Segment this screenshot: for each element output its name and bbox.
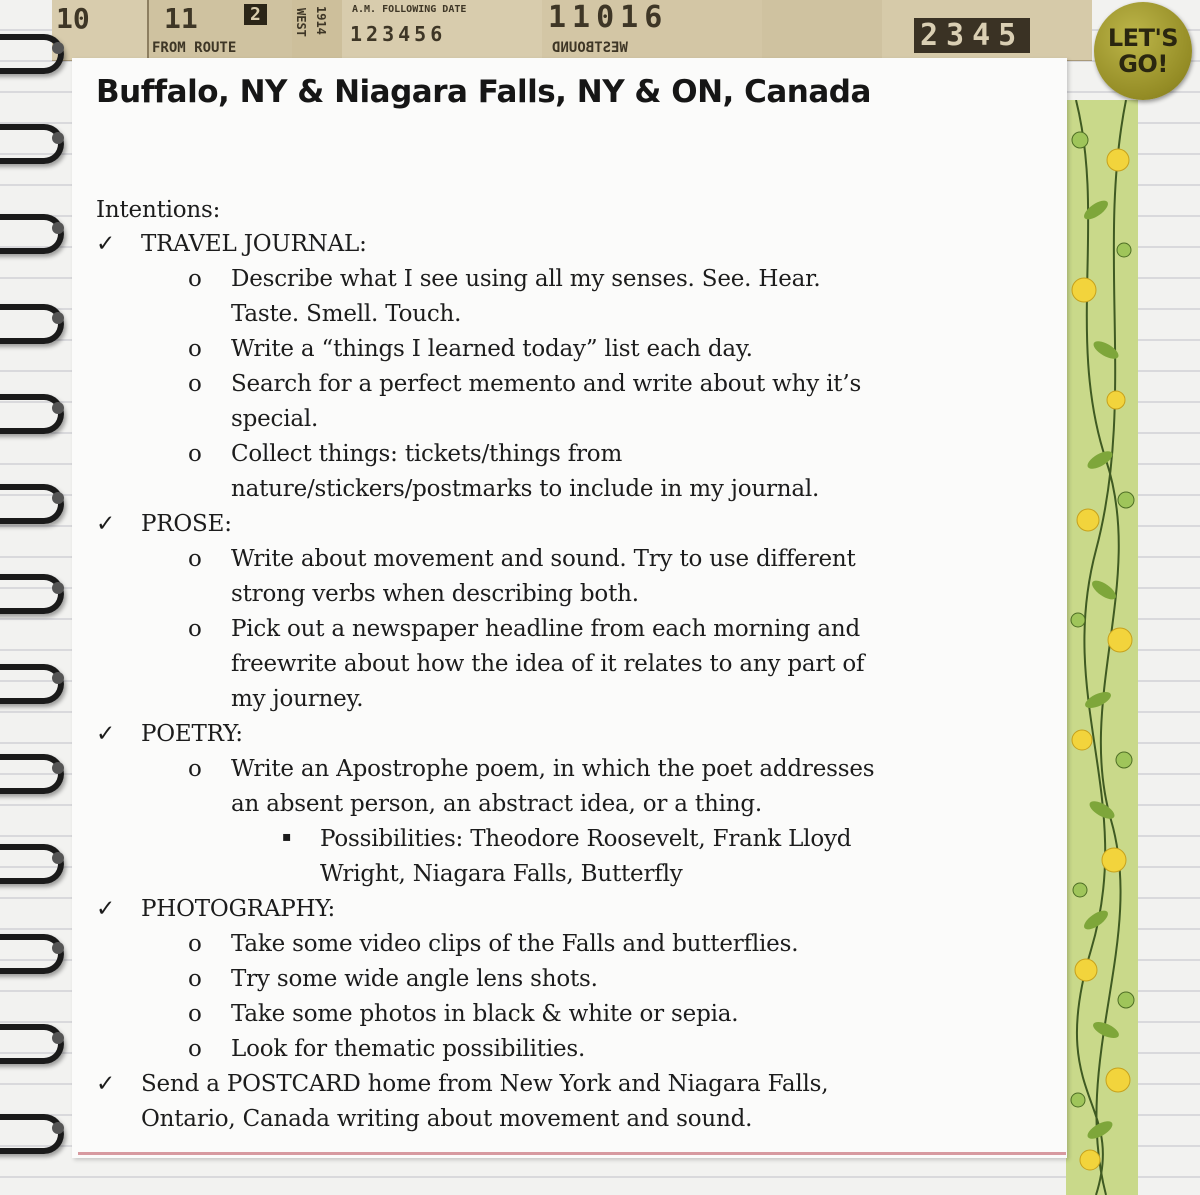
list-item-text: Look for thematic possibilities. — [231, 1036, 586, 1062]
spiral-ring-icon — [0, 118, 64, 158]
spiral-ring-icon — [0, 658, 64, 698]
paper-bottom-edge — [78, 1152, 1066, 1155]
circle-bullet-icon: o — [188, 336, 202, 362]
circle-bullet-icon: o — [188, 1036, 202, 1062]
ticket-label: A.M. FOLLOWING DATE — [352, 4, 467, 15]
postcard-text: Ontario, Canada writing about movement and sound. — [141, 1106, 753, 1132]
circle-bullet-icon: o — [188, 441, 202, 467]
spiral-ring-icon — [0, 208, 64, 248]
section-label-prose: PROSE: — [141, 511, 232, 537]
circle-bullet-icon: o — [188, 756, 202, 782]
spiral-ring-icon — [0, 388, 64, 428]
badge-line-2: GO! — [1118, 50, 1168, 78]
spiral-ring-icon — [0, 1018, 64, 1058]
check-icon: ✓ — [96, 511, 116, 537]
sub-list-item-text: Wright, Niagara Falls, Butterfly — [320, 861, 683, 887]
list-item-text: my journey. — [231, 686, 364, 712]
list-item-text: freewrite about how the idea of it relates to any part of — [231, 651, 865, 677]
list-item-text: Write a “things I learned today” list each day. — [231, 336, 753, 362]
spiral-ring-icon — [0, 568, 64, 608]
list-item-text: strong verbs when describing both. — [231, 581, 639, 607]
spiral-ring-icon — [0, 838, 64, 878]
list-item-text: Take some video clips of the Falls and butterflies. — [231, 931, 799, 957]
list-item-text: an absent person, an abstract idea, or a thing. — [231, 791, 762, 817]
section-label-poetry: POETRY: — [141, 721, 243, 747]
spiral-ring-icon — [0, 928, 64, 968]
ticket-label: WESTBOUND — [552, 40, 628, 56]
check-icon: ✓ — [96, 1071, 116, 1097]
ticket-washi-tape — [52, 0, 1092, 61]
spiral-ring-icon — [0, 28, 64, 68]
spiral-ring-icon — [0, 1108, 64, 1148]
ticket-number: 11 — [164, 2, 198, 35]
square-bullet-icon: ▪ — [282, 829, 292, 845]
ticket-number: 11016 — [548, 0, 669, 35]
ticket-number: 123456 — [350, 22, 447, 46]
spiral-ring-icon — [0, 298, 64, 338]
floral-pattern-icon — [1066, 100, 1138, 1195]
list-item-text: Write an Apostrophe poem, in which the poet addresses — [231, 756, 875, 782]
ticket-label: FROM ROUTE — [152, 40, 237, 56]
spiral-ring-icon — [0, 748, 64, 788]
spiral-ring-icon — [0, 478, 64, 518]
list-item-text: Search for a perfect memento and write about why it’s — [231, 371, 862, 397]
ticket-label: WEST — [294, 8, 308, 37]
list-item-text: Collect things: tickets/things from — [231, 441, 623, 467]
circle-bullet-icon: o — [188, 931, 202, 957]
list-item-text: Take some photos in black & white or sepia. — [231, 1001, 739, 1027]
ticket-number: 10 — [56, 2, 90, 35]
ticket-number: 2345 — [914, 18, 1030, 53]
list-item-text: Taste. Smell. Touch. — [231, 301, 462, 327]
circle-bullet-icon: o — [188, 616, 202, 642]
lets-go-sticker — [1094, 2, 1192, 100]
floral-washi-tape — [1066, 100, 1138, 1195]
list-item-text: Pick out a newspaper headline from each morning and — [231, 616, 861, 642]
ticket-number: 2 — [244, 4, 267, 25]
list-item-text: Try some wide angle lens shots. — [231, 966, 598, 992]
list-item-text: Write about movement and sound. Try to use different — [231, 546, 856, 572]
intentions-heading: Intentions: — [96, 197, 221, 223]
ticket-label: 1914 — [314, 6, 328, 35]
circle-bullet-icon: o — [188, 371, 202, 397]
badge-line-1: LET'S — [1107, 24, 1179, 52]
list-item-text: nature/stickers/postmarks to include in my journal. — [231, 476, 820, 502]
postcard-text: Send a POSTCARD home from New York and Niagara Falls, — [141, 1071, 829, 1097]
section-label-travel-journal: TRAVEL JOURNAL: — [141, 231, 367, 257]
circle-bullet-icon: o — [188, 546, 202, 572]
list-item-text: Describe what I see using all my senses. See. Hear. — [231, 266, 821, 292]
check-icon: ✓ — [96, 896, 116, 922]
circle-bullet-icon: o — [188, 1001, 202, 1027]
circle-bullet-icon: o — [188, 966, 202, 992]
check-icon: ✓ — [96, 721, 116, 747]
circle-bullet-icon: o — [188, 266, 202, 292]
sub-list-item-text: Possibilities: Theodore Roosevelt, Frank Lloyd — [320, 826, 852, 852]
list-item-text: special. — [231, 406, 319, 432]
check-icon: ✓ — [96, 231, 116, 257]
section-label-photography: PHOTOGRAPHY: — [141, 896, 336, 922]
printed-paper-sheet — [72, 58, 1067, 1158]
page-title: Buffalo, NY & Niagara Falls, NY & ON, Canada — [96, 74, 871, 110]
